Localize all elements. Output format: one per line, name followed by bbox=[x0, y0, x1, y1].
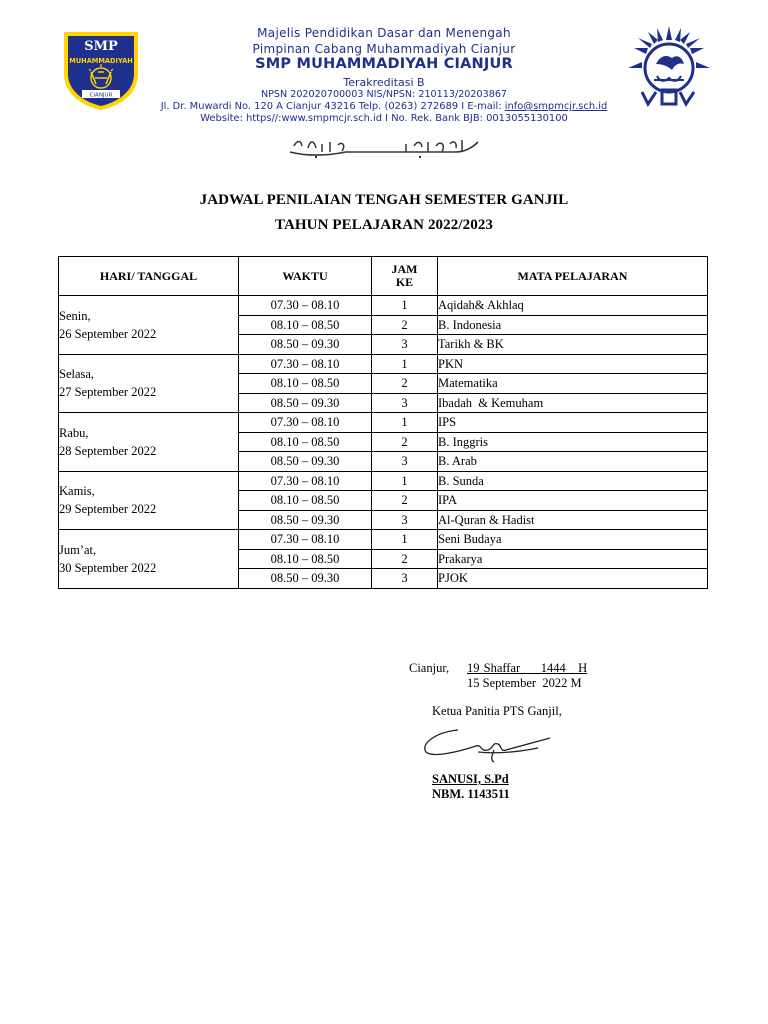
jam-cell: 3 bbox=[372, 452, 438, 472]
letterhead-council: Majelis Pendidikan Dasar dan Menengah bbox=[257, 26, 511, 40]
logo-text-muhammadiyah: MUHAMMADIYAH bbox=[69, 57, 133, 65]
address-text: Jl. Dr. Muwardi No. 120 A Cianjur 43216 Telp. (0263) 272689 I E-mail: bbox=[160, 101, 505, 112]
subject-cell: B. Sunda bbox=[438, 471, 708, 491]
table-row bbox=[59, 471, 708, 491]
day-name: Selasa, bbox=[59, 367, 95, 382]
day-cell bbox=[59, 354, 239, 413]
day-name: Kamis, bbox=[59, 484, 95, 499]
day-cell bbox=[59, 296, 239, 355]
subject-cell: PKN bbox=[438, 354, 708, 374]
signer-role: Ketua Panitia PTS Ganjil, bbox=[432, 704, 562, 718]
subject-cell: IPS bbox=[438, 413, 708, 433]
jam-cell: 1 bbox=[372, 413, 438, 433]
time-cell: 07.30 – 08.10 bbox=[239, 354, 372, 374]
table-header-row bbox=[59, 257, 708, 296]
day-date: 28 September 2022 bbox=[59, 443, 157, 458]
table-row bbox=[59, 413, 708, 433]
subject-cell: B. Arab bbox=[438, 452, 708, 472]
subject-cell: B. Inggris bbox=[438, 432, 708, 452]
jam-cell: 3 bbox=[372, 335, 438, 355]
subject-cell: Matematika bbox=[438, 374, 708, 394]
time-cell: 08.10 – 08.50 bbox=[239, 549, 372, 569]
subject-cell: PJOK bbox=[438, 569, 708, 589]
signer-nbm: NBM. 1143511 bbox=[432, 787, 510, 801]
subject-cell: Ibadah & Kemuham bbox=[438, 393, 708, 413]
handwritten-signature bbox=[418, 722, 554, 764]
header-jam-line1: JAM bbox=[391, 262, 418, 276]
school-address bbox=[0, 101, 768, 112]
table-row bbox=[59, 354, 708, 374]
jam-cell: 1 bbox=[372, 296, 438, 316]
day-cell bbox=[59, 471, 239, 530]
jam-cell: 2 bbox=[372, 374, 438, 394]
time-cell: 07.30 – 08.10 bbox=[239, 296, 372, 316]
table-row bbox=[59, 296, 708, 316]
time-cell: 08.10 – 08.50 bbox=[239, 315, 372, 335]
jam-cell: 3 bbox=[372, 569, 438, 589]
jam-cell: 3 bbox=[372, 393, 438, 413]
time-cell: 08.10 – 08.50 bbox=[239, 374, 372, 394]
day-cell bbox=[59, 413, 239, 472]
day-date: 30 September 2022 bbox=[59, 560, 157, 575]
day-name: Jum’at, bbox=[59, 542, 97, 557]
schedule-table bbox=[58, 256, 708, 589]
accreditation: Terakreditasi B bbox=[343, 76, 425, 89]
schedule-body bbox=[59, 296, 708, 589]
logo-text-cianjur: CIANJUR bbox=[89, 92, 113, 99]
email-link[interactable]: info@smpmcjr.sch.id bbox=[504, 101, 608, 112]
time-cell: 08.50 – 09.30 bbox=[239, 393, 372, 413]
table-row bbox=[59, 530, 708, 550]
school-name: SMP MUHAMMADIYAH CIANJUR bbox=[255, 56, 513, 72]
day-name: Senin, bbox=[59, 308, 91, 323]
date-hijri: 19 Shaffar 1444 H bbox=[467, 661, 588, 675]
jam-cell: 3 bbox=[372, 510, 438, 530]
day-date: 26 September 2022 bbox=[59, 326, 157, 341]
date-masehi: 15 September 2022 M bbox=[467, 676, 582, 690]
subject-cell: Aqidah& Akhlaq bbox=[438, 296, 708, 316]
jam-cell: 2 bbox=[372, 432, 438, 452]
school-website: Website: https//:www.smpmcjr.sch.id I No. Rek. Bank BJB: 0013055130100 bbox=[200, 113, 568, 124]
subject-cell: B. Indonesia bbox=[438, 315, 708, 335]
subject-cell: Tarikh & BK bbox=[438, 335, 708, 355]
school-ids: NPSN 202020700003 NIS/NPSN: 210113/20203867 bbox=[260, 89, 508, 100]
subject-cell: IPA bbox=[438, 491, 708, 511]
jam-cell: 1 bbox=[372, 471, 438, 491]
basmalah-calligraphy bbox=[286, 136, 482, 160]
logo-text-smp: SMP bbox=[84, 39, 118, 54]
time-cell: 07.30 – 08.10 bbox=[239, 413, 372, 433]
jam-cell: 1 bbox=[372, 530, 438, 550]
time-cell: 07.30 – 08.10 bbox=[239, 471, 372, 491]
header-jam-line2: KE bbox=[395, 275, 414, 289]
jam-cell: 2 bbox=[372, 549, 438, 569]
time-cell: 08.50 – 09.30 bbox=[239, 335, 372, 355]
time-cell: 08.50 – 09.30 bbox=[239, 510, 372, 530]
academic-year: TAHUN PELAJARAN 2022/2023 bbox=[274, 217, 494, 233]
time-cell: 08.10 – 08.50 bbox=[239, 491, 372, 511]
letterhead-branch: Pimpinan Cabang Muhammadiyah Cianjur bbox=[252, 42, 516, 56]
jam-cell: 2 bbox=[372, 491, 438, 511]
header-jam bbox=[372, 257, 438, 296]
subject-cell: Al-Quran & Hadist bbox=[438, 510, 708, 530]
header-subject: MATA PELAJARAN bbox=[438, 257, 708, 296]
jam-cell: 1 bbox=[372, 354, 438, 374]
subject-cell: Seni Budaya bbox=[438, 530, 708, 550]
subject-cell: Prakarya bbox=[438, 549, 708, 569]
time-cell: 07.30 – 08.10 bbox=[239, 530, 372, 550]
day-date: 29 September 2022 bbox=[59, 502, 157, 517]
day-name: Rabu, bbox=[59, 425, 89, 440]
time-cell: 08.50 – 09.30 bbox=[239, 452, 372, 472]
day-date: 27 September 2022 bbox=[59, 385, 157, 400]
time-cell: 08.50 – 09.30 bbox=[239, 569, 372, 589]
header-time: WAKTU bbox=[239, 257, 372, 296]
signer-name: SANUSI, S.Pd bbox=[432, 772, 509, 786]
header-day: HARI/ TANGGAL bbox=[59, 257, 239, 296]
document-title: JADWAL PENILAIAN TENGAH SEMESTER GANJIL bbox=[199, 192, 569, 208]
day-cell bbox=[59, 530, 239, 589]
jam-cell: 2 bbox=[372, 315, 438, 335]
signature-place: Cianjur, bbox=[409, 661, 450, 675]
time-cell: 08.10 – 08.50 bbox=[239, 432, 372, 452]
